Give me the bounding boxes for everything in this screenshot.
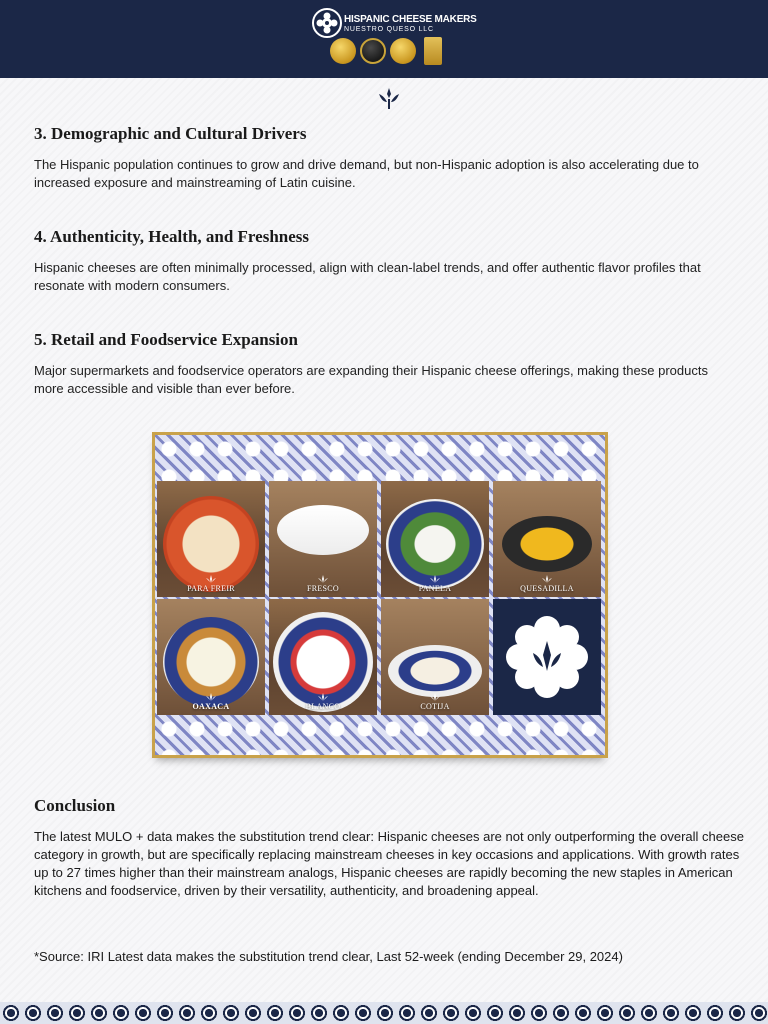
- section-heading: Conclusion: [34, 796, 116, 815]
- ornament-icon: [318, 575, 328, 583]
- ornament-icon: [206, 575, 216, 583]
- cheese-product-collage: [152, 432, 608, 758]
- product-label: PANELA: [418, 584, 452, 593]
- product-label: OAXACA: [192, 702, 230, 711]
- product-tile-quesadilla[interactable]: [493, 481, 601, 597]
- award-ribbon-icon: [424, 37, 442, 65]
- ornament-icon: [430, 693, 440, 701]
- ornament-divider-icon: [374, 86, 404, 110]
- product-label: COTIJA: [420, 702, 450, 711]
- page-header: [0, 0, 768, 78]
- ornament-icon: [318, 693, 328, 701]
- brand-logo-tile: [493, 599, 601, 715]
- ornament-icon: [430, 575, 440, 583]
- product-photo: [388, 645, 482, 697]
- medal-icon: [390, 38, 416, 64]
- product-tile-panela[interactable]: [381, 481, 489, 597]
- section-body: Major supermarkets and foodservice operators are expanding their Hispanic cheese offerings, making these products more accessible and visible than ever before.: [34, 363, 708, 396]
- product-tile-cotija[interactable]: [381, 599, 489, 715]
- section-heading: 4. Authenticity, Health, and Freshness: [34, 227, 310, 246]
- section-retail-expansion: [34, 330, 734, 398]
- section-body: The Hispanic population continues to grow and drive demand, but non-Hispanic adoption is also accelerating due to increased exposure and mainstreaming of Latin cuisine.: [34, 157, 699, 190]
- product-tile-fresco[interactable]: [269, 481, 377, 597]
- product-tile-oaxaca[interactable]: [157, 599, 265, 715]
- product-label: FRESCO: [306, 584, 340, 593]
- section-demographic-drivers: [34, 124, 734, 192]
- product-photo: [277, 505, 369, 555]
- product-label: QUESADILLA: [520, 584, 574, 593]
- flower-emblem-icon: [493, 599, 601, 715]
- section-authenticity-health: [34, 227, 734, 295]
- source-note: *Source: IRI Latest data makes the substitution trend clear, Last 52-week (ending December 29, 2024): [34, 949, 623, 964]
- product-label: PARA FREIR: [187, 584, 235, 593]
- brand-name: HISPANIC CHEESE MAKERS: [344, 14, 477, 25]
- ornament-icon: [206, 693, 216, 701]
- product-tile-blanco[interactable]: [269, 599, 377, 715]
- flower-emblem-icon: [312, 8, 342, 38]
- product-label: BLANCO: [305, 702, 341, 711]
- decorative-footer-pattern: [0, 1002, 768, 1024]
- section-heading: 5. Retail and Foodservice Expansion: [34, 330, 298, 349]
- brand-logo[interactable]: [312, 8, 482, 38]
- section-body: The latest MULO + data makes the substitution trend clear: Hispanic cheeses are not only outperforming the overall cheese category in growth, but are specifically replacing mainstream cheeses in key occasions and applications. With growth rates up to 27 times higher than their mainstream analogs, Hispanic cheeses are rapidly becoming the new staples in American kitchens and foodservice, driven by their versatility, authenticity, and broadening appeal.: [34, 829, 744, 898]
- section-heading: 3. Demographic and Cultural Drivers: [34, 124, 307, 143]
- product-photo: [502, 516, 592, 572]
- ornament-icon: [542, 575, 552, 583]
- medal-icon: [330, 38, 356, 64]
- section-body: Hispanic cheeses are often minimally processed, align with clean-label trends, and offer authentic flavor profiles that resonate with modern consumers.: [34, 260, 701, 293]
- medal-icon: [360, 38, 386, 64]
- conclusion-section: [34, 796, 746, 900]
- product-tile-para-freir[interactable]: [157, 481, 265, 597]
- brand-subtitle: NUESTRO QUESO LLC: [344, 26, 434, 33]
